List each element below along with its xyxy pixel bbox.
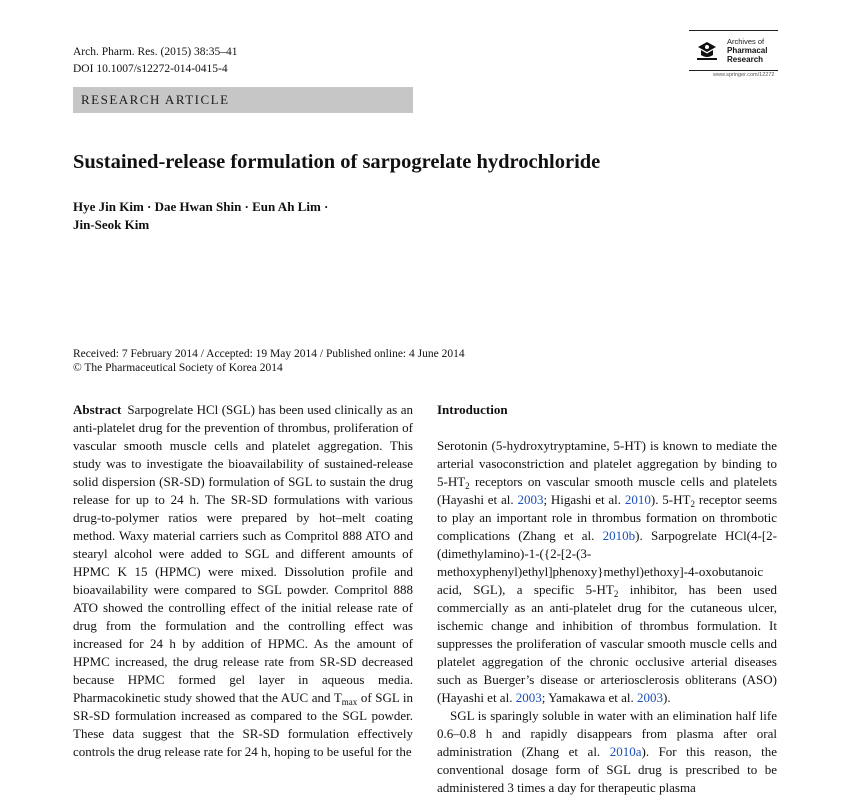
- intro-text: ). 5-HT: [650, 492, 691, 507]
- citation-link[interactable]: 2010b: [602, 528, 636, 543]
- intro-paragraph-2: [437, 707, 777, 797]
- logo-top-rule: [689, 30, 778, 31]
- logo-line-3: Research: [727, 55, 764, 64]
- subscript-2: 2: [613, 589, 619, 599]
- subscript-2: 2: [690, 499, 695, 509]
- citation-link[interactable]: 2003: [515, 690, 542, 705]
- intro-text: ; Yamakawa et al.: [541, 690, 634, 705]
- publication-history: [73, 347, 465, 375]
- abstract-text-2: of SGL in SR-SD formulation increased as compared to the SGL powder. These data suggest that the SR-SD formulation effectively controls the drug release rate for 24 h, hoping to be useful for the: [73, 690, 414, 759]
- dates-line: Received: 7 February 2014 / Accepted: 19 May 2014 / Published online: 4 June 2014: [73, 348, 465, 360]
- article-title: Sustained-release formulation of sarpogrelate hydrochloride: [73, 151, 601, 173]
- author-list: [73, 198, 328, 234]
- journal-citation: [73, 44, 238, 78]
- journal-url[interactable]: www.springer.com/12272: [713, 72, 775, 78]
- intro-text: SGL is sparingly soluble in water with an elimination half life 0.6–0.8 h and rapidly disappears from plasma after oral administration (Zhang et al.: [437, 708, 777, 759]
- intro-text: receptor seems to play an important role in thrombus formation on thrombotic complications (Zhang et al.: [437, 492, 777, 543]
- abstract-paragraph: [73, 401, 413, 761]
- copyright-line: © The Pharmaceutical Society of Korea 2014: [73, 362, 283, 374]
- logo-line-2: Pharmacal: [727, 46, 768, 55]
- intro-text: ). Sarpogrelate HCl(4-[2-(dimethylamino)-1-({2-[2-(3-methoxyphenyl)ethyl]phenoxy}methyl)ethoxy]-4-oxobutanoic acid, SGL), a specific 5-HT: [437, 528, 777, 597]
- intro-text: receptors on vascular smooth muscle cells and platelets (Hayashi et al.: [437, 474, 777, 507]
- journal-volume-line: Arch. Pharm. Res. (2015) 38:35–41: [73, 46, 238, 58]
- logo-bottom-rule: [689, 70, 778, 71]
- intro-text: ).: [663, 690, 671, 705]
- intro-text: inhibitor, has been used commercially as an anti-platelet drug for the cutaneous ulcer, ischemic change and inhibition of thrombus formulation. It suppresses the proliferation of vascular smooth muscle cells and platelet aggregation of the chronic occlusive arterial diseases such as Buerger’s disease or arteriosclerosis obliterans (ASO) (Hayashi et al.: [437, 582, 778, 705]
- citation-link[interactable]: 2010: [624, 492, 651, 507]
- abstract-text-1: Sarpogrelate HCl (SGL) has been used clinically as an anti-platelet drug for the prevention of thrombus, proliferation of vascular smooth muscle cells and platelet aggregation. This study was to investigate the bioavailability of sustained-release solid dispersion (SR-SD) formulation of SGL to sustain the drug release for up to 24 h. The SR-SD formulations with various drug-to-polymer ratios were prepared by hot–melt coating method. Waxy material carriers such as Compritol 888 ATO and stearyl alcohol were added to SGL and different amounts of HPMC K 15 (HPMC) were mixed. Dissolution profile and bioavailability were compared to SGL powder. Compritol 888 ATO showed the controlling effect of the initial release rate of drug from the formulation and the controlling effect was increased for 24 h by addition of HPMC. As the amount of HPMC increased, the drug release rate from SR-SD decreased because HPMC formed gel layer in aqueous media. Pharmacokinetic study showed that the AUC and T: [73, 402, 413, 705]
- abstract-label: Abstract: [73, 402, 122, 417]
- citation-link[interactable]: 2010a: [609, 744, 642, 759]
- authors-line-1: Hye Jin Kim · Dae Hwan Shin · Eun Ah Lim ·: [73, 199, 329, 214]
- logo-line-1: Archives of: [727, 37, 765, 46]
- authors-line-2: Jin-Seok Kim: [73, 217, 150, 232]
- citation-link[interactable]: 2003: [637, 690, 664, 705]
- article-type-label: RESEARCH ARTICLE: [81, 92, 230, 107]
- archives-of-pharmacal-research-logo-icon: [695, 39, 719, 63]
- abstract-column: [73, 401, 413, 761]
- heading-spacer: [437, 419, 777, 437]
- doi-line: DOI 10.1007/s12272-014-0415-4: [73, 63, 228, 75]
- journal-logo[interactable]: [689, 30, 778, 78]
- intro-text: Serotonin (5-hydroxytryptamine, 5-HT) is known to mediate the arterial vasoconstriction and platelet aggregation by binding to 5-HT: [437, 438, 777, 489]
- article-type-banner: [73, 87, 413, 113]
- intro-text: ; Higashi et al.: [543, 492, 622, 507]
- introduction-heading: Introduction: [437, 402, 508, 417]
- intro-text: ). For this reason, the conventional dosage form of SGL drug is prescribed to be administered 3 times a day for therapeutic plasma: [437, 744, 778, 795]
- citation-link[interactable]: 2003: [517, 492, 544, 507]
- introduction-column: [437, 401, 777, 797]
- subscript-2: 2: [465, 481, 470, 491]
- subscript-max: max: [341, 697, 358, 707]
- intro-paragraph-1: [437, 437, 777, 707]
